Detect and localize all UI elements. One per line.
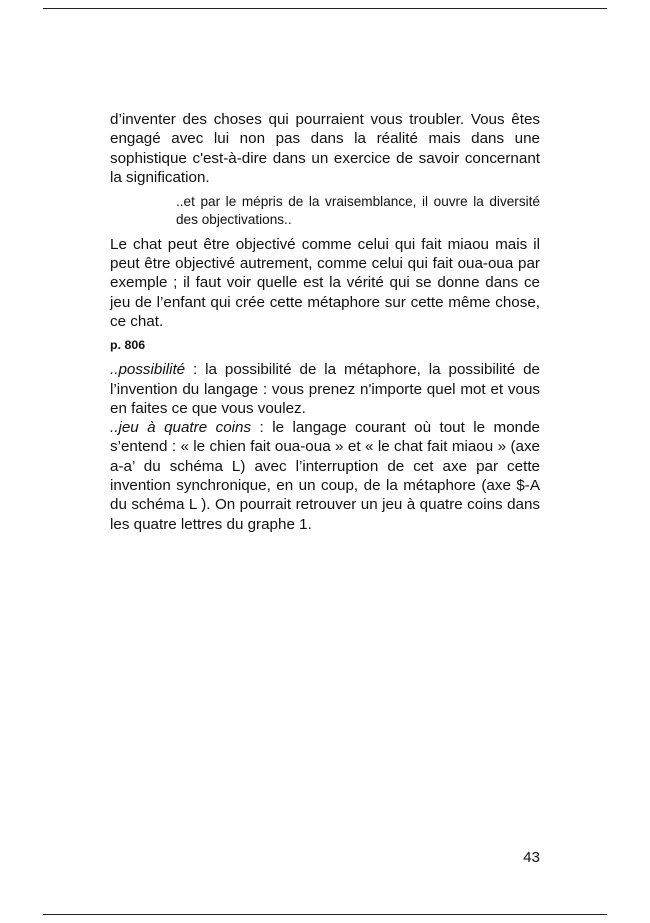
paragraph-possibilite-text: : la possibilité de la métaphore, la possibilité de l’invention du langage : vous prenez n'importe quel mot et vous en faites ce que vous voulez. bbox=[110, 361, 540, 417]
top-rule bbox=[43, 8, 607, 9]
paragraph-jeu bbox=[110, 418, 540, 534]
page-reference: p. 806 bbox=[110, 338, 146, 353]
bottom-rule bbox=[43, 914, 607, 915]
page-body bbox=[110, 110, 540, 534]
paragraph-chat: Le chat peut être objectivé comme celui qui fait miaou mais il peut être objectivé autrement, comme celui qui fait oua-oua par exemple ; il faut voir quelle est la vérité qui se donne dans ce jeu de l’enfant qui crée cette métaphore sur cette même chose, ce chat. bbox=[110, 235, 540, 330]
paragraph-intro: d’inventer des choses qui pourraient vous troubler. Vous êtes engagé avec lui non pas dans la réalité mais dans une sophistique c'est-à-dire dans un exercice de savoir concernant la signification. bbox=[110, 111, 540, 186]
paragraph-jeu-text: : le langage courant où tout le monde s’entend : « le chien fait oua-oua » et « le chat fait miaou » (axe a-a’ du schéma L) avec l’interruption de cet axe par cette invention synchronique, en un coup, de la métaphore (axe $-A du schéma L ). On pourrait retrouver un jeu à quatre coins dans les quatre lettres du graphe 1. bbox=[110, 419, 540, 533]
page-number: 43 bbox=[523, 849, 540, 866]
paragraph-possibilite bbox=[110, 360, 540, 418]
term-possibilite: ..possibilité bbox=[110, 361, 186, 379]
term-jeu-quatre-coins: ..jeu à quatre coins bbox=[110, 419, 252, 437]
quotation: ..et par le mépris de la vraisemblance, il ouvre la diversité des objectivations.. bbox=[176, 194, 540, 227]
